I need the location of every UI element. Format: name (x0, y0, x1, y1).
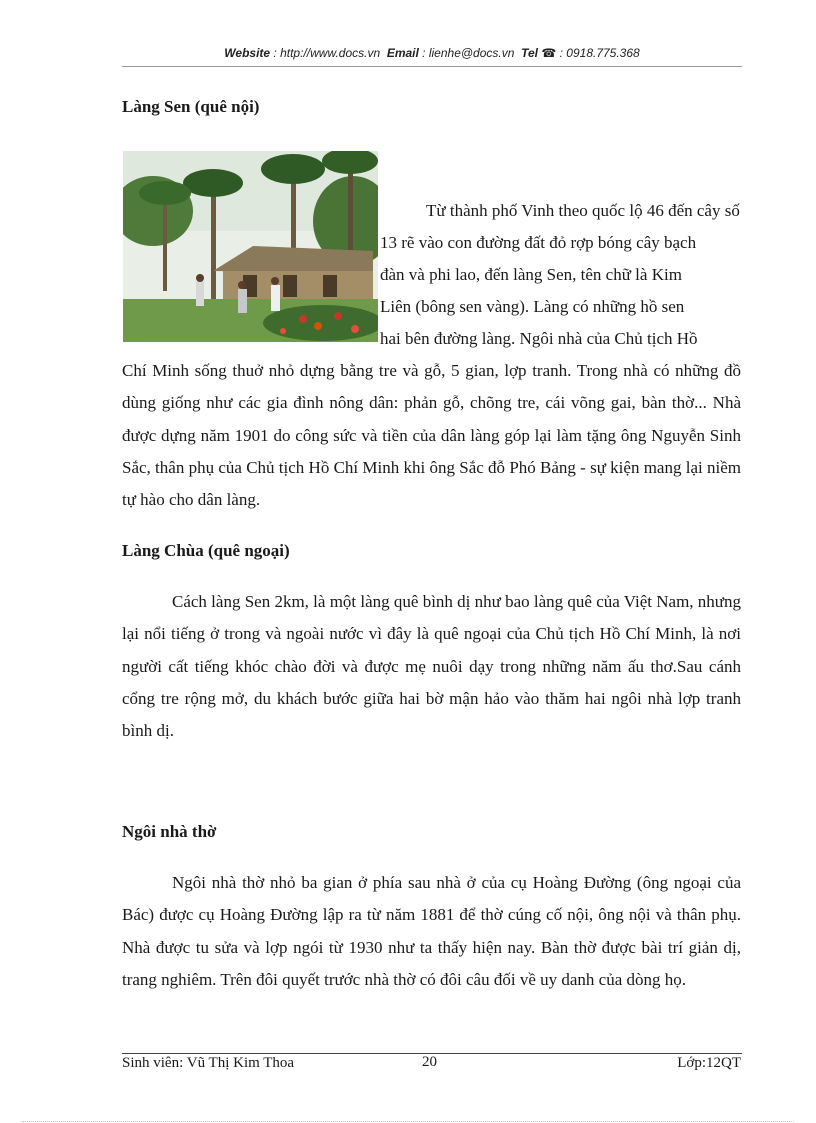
wrap-line-2: 13 rẽ vào con đường đất đỏ rợp bóng cây bạch (380, 233, 697, 252)
phone-icon: ☎ (541, 46, 557, 60)
page-number: 20 (422, 1054, 437, 1070)
wrap-line-5: hai bên đường làng. Ngôi nhà của Chủ tịch Hồ (380, 329, 698, 348)
tel-value: : 0918.775.368 (559, 46, 640, 60)
section-title-lang-chua: Làng Chùa (quê ngoại) (122, 541, 290, 560)
page-bottom-border (22, 1121, 794, 1122)
village-photo (123, 151, 378, 342)
lang-sen-body: Chí Minh sống thuở nhỏ dựng bằng tre và gỗ, 5 gian, lợp tranh. Trong nhà có những đồ dùng giống như các gia đình nông dân: phản gỗ, chõng tre, cái võng gai, bàn thờ... Nhà được dựng năm 1901 do công sức và tiền của dân làng góp lại làm tặng ông Nguyễn Sinh Sắc, thân phụ của Chủ tịch Hồ Chí Minh khi ông Sắc đỗ Phó Bảng - sự kiện mang lại niềm tự hào cho dân làng. (122, 361, 741, 510)
email-value[interactable]: : lienhe@docs.vn (422, 46, 515, 60)
header-divider (122, 66, 742, 67)
email-label: Email (386, 46, 419, 60)
nha-tho-body: Ngôi nhà thờ nhỏ ba gian ở phía sau nhà ở của cụ Hoàng Đường (ông ngoại của Bác) được cụ Hoàng Đường lập ra từ năm 1881 để thờ cúng cố nội, ông nội và thân phụ. Nhà được tu sửa và lợp ngói từ 1930 như ta thấy hiện nay. Bàn thờ được bài trí giản dị, trang nghiêm. Trên đôi quyết trước nhà thờ có đôi câu đối về uy danh của dòng họ. (122, 873, 741, 989)
footer-student: Sinh viên: Vũ Thị Kim Thoa (122, 1055, 295, 1071)
website-label: Website (224, 46, 271, 60)
footer-class: Lớp:12QT (677, 1055, 741, 1071)
tel-label: Tel (521, 46, 538, 60)
section-title-nha-tho: Ngôi nhà thờ (122, 822, 217, 841)
lang-chua-body: Cách làng Sen 2km, là một làng quê bình dị như bao làng quê của Việt Nam, nhưng lại nổi tiếng ở trong và ngoài nước vì đây là quê ngoại của Chủ tịch Hồ Chí Minh, là nơi người cất tiếng khóc chào đời và được mẹ nuôi dạy trong những năm ấu thơ.Sau cánh cổng tre rộng mở, du khách bước giữa hai bờ mận hảo vào thăm hai ngôi nhà lợp tranh bình dị. (122, 592, 742, 741)
page-header (122, 46, 742, 60)
wrap-line-4: Liên (bông sen vàng). Làng có những hồ sen (380, 297, 685, 316)
wrap-line-3: đàn và phi lao, đến làng Sen, tên chữ là Kim (380, 265, 682, 284)
wrap-line-1: Từ thành phố Vinh theo quốc lộ 46 đến cây số (426, 201, 740, 220)
section-title-lang-sen: Làng Sen (quê nội) (122, 97, 260, 116)
website-value[interactable]: : http://www.docs.vn (273, 46, 381, 60)
